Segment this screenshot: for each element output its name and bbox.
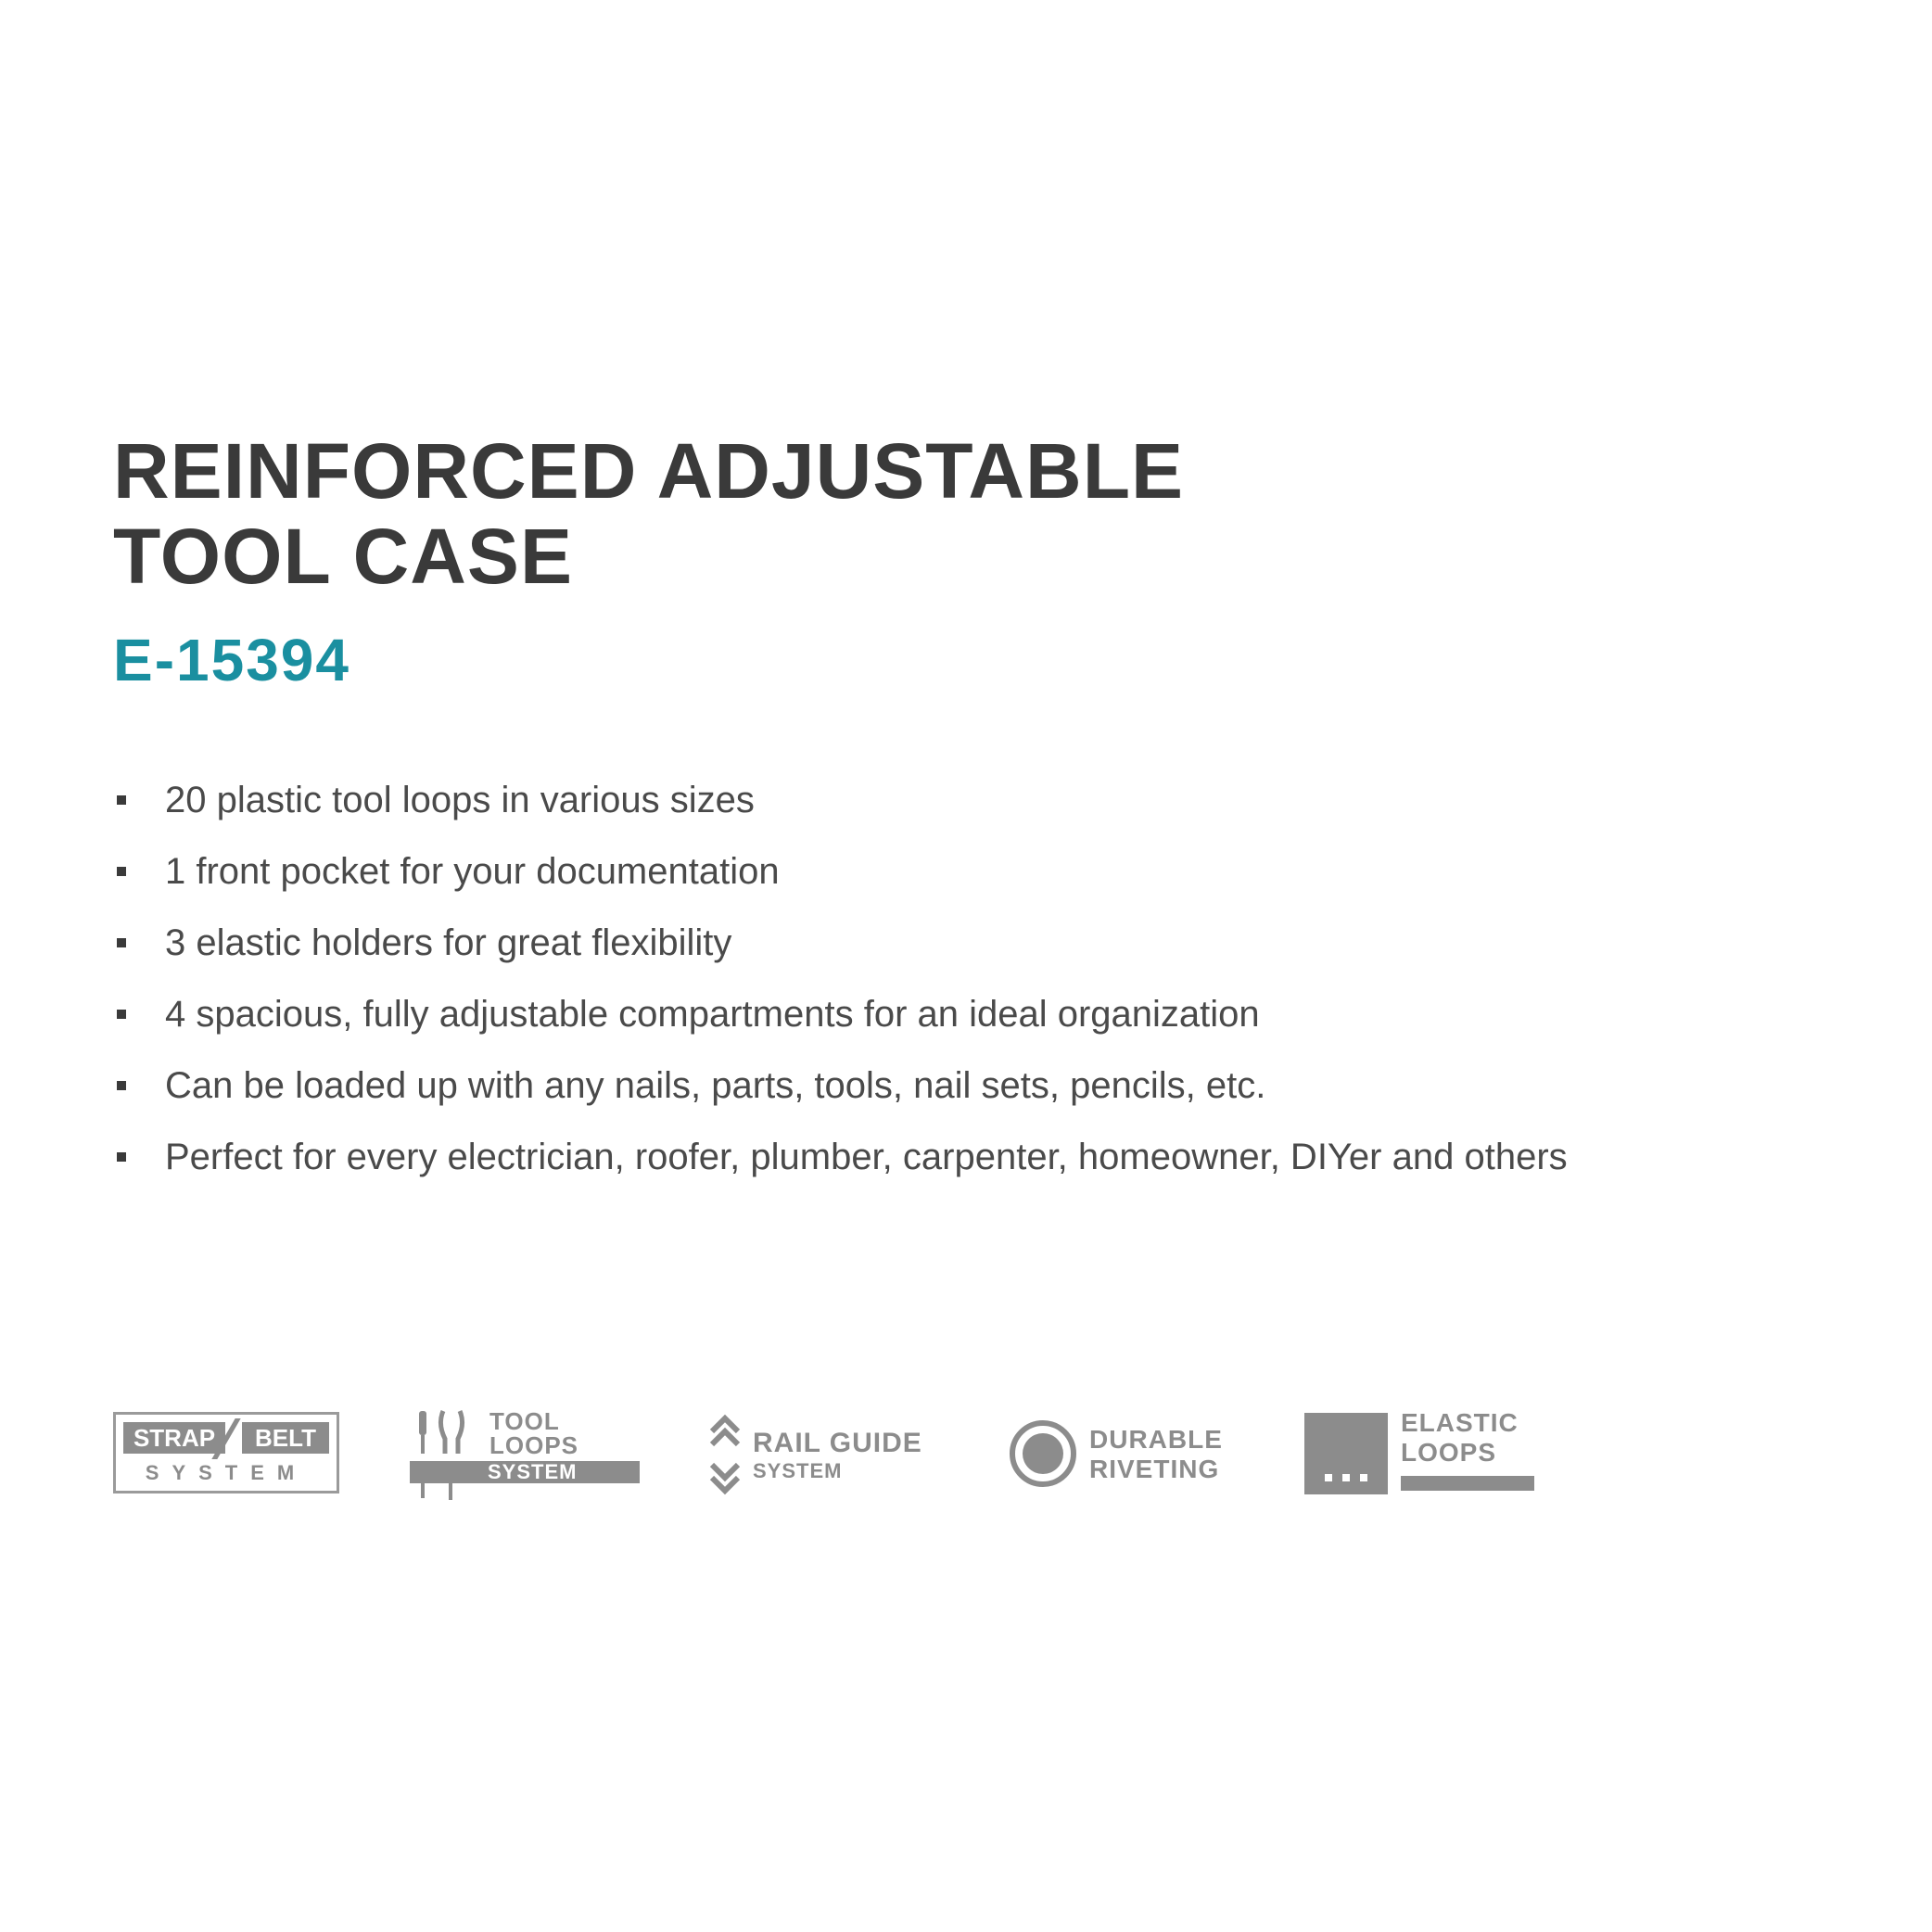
- rail-guide-line-2: SYSTEM: [753, 1459, 843, 1482]
- elastic-band-icon: [1304, 1413, 1388, 1494]
- bullet-icon: [117, 1081, 126, 1090]
- feature-text: 4 spacious, fully adjustable compartments for an ideal organization: [165, 994, 1260, 1035]
- double-chevron-icon: [705, 1411, 745, 1498]
- feature-list: [113, 779, 1568, 1207]
- elastic-loops-badge: [1304, 1409, 1545, 1502]
- riveting-badge: [1008, 1409, 1249, 1502]
- elastic-line-1: ELASTIC: [1401, 1408, 1519, 1437]
- elastic-bar: [1401, 1476, 1534, 1491]
- rail-guide-badge: [705, 1409, 946, 1502]
- feature-item: [113, 850, 1568, 893]
- tool-loops-line-2: LOOPS: [489, 1431, 579, 1459]
- feature-item: [113, 993, 1568, 1036]
- feature-text: Perfect for every electrician, roofer, plumber, carpenter, homeowner, DIYer and others: [165, 1137, 1568, 1177]
- tool-loops-line-1: TOOL: [489, 1407, 560, 1435]
- bullet-icon: [117, 1152, 126, 1162]
- feature-item: [113, 1136, 1568, 1178]
- product-title-line-2: TOOL CASE: [113, 513, 573, 600]
- feature-text: Can be loaded up with any nails, parts, tools, nail sets, pencils, etc.: [165, 1065, 1266, 1106]
- feature-item: [113, 779, 1568, 821]
- feature-text: 20 plastic tool loops in various sizes: [165, 780, 755, 820]
- bullet-icon: [117, 938, 126, 947]
- tool-loops-system-bar: [471, 1461, 640, 1483]
- riveting-line-1: DURABLE: [1089, 1425, 1223, 1454]
- product-title: [113, 428, 1184, 599]
- feature-text: 3 elastic holders for great flexibility: [165, 922, 732, 963]
- strap-label: STRAP: [123, 1422, 225, 1454]
- tool-loops-badge: [410, 1409, 642, 1502]
- bullet-icon: [117, 1010, 126, 1019]
- strap-belt-badge: [113, 1412, 339, 1493]
- bullet-icon: [117, 867, 126, 876]
- belt-label: BELT: [242, 1422, 329, 1454]
- product-title-line-1: REINFORCED ADJUSTABLE: [113, 427, 1185, 515]
- bullet-icon: [117, 795, 126, 805]
- feature-text: 1 front pocket for your documentation: [165, 851, 780, 892]
- feature-badges: [113, 1409, 1550, 1502]
- model-number: E-15394: [113, 627, 350, 693]
- tools-icon: [410, 1409, 471, 1502]
- elastic-line-2: LOOPS: [1401, 1438, 1497, 1467]
- feature-item: [113, 1064, 1568, 1107]
- tool-loops-system-label: SYSTEM: [488, 1460, 578, 1483]
- feature-item: [113, 922, 1568, 964]
- rivet-icon: [1008, 1418, 1078, 1489]
- rail-guide-line-1: RAIL GUIDE: [753, 1428, 922, 1458]
- strap-belt-icon: [123, 1422, 329, 1454]
- riveting-line-2: RIVETING: [1089, 1455, 1220, 1483]
- strap-belt-system-label: SYSTEM: [145, 1461, 308, 1484]
